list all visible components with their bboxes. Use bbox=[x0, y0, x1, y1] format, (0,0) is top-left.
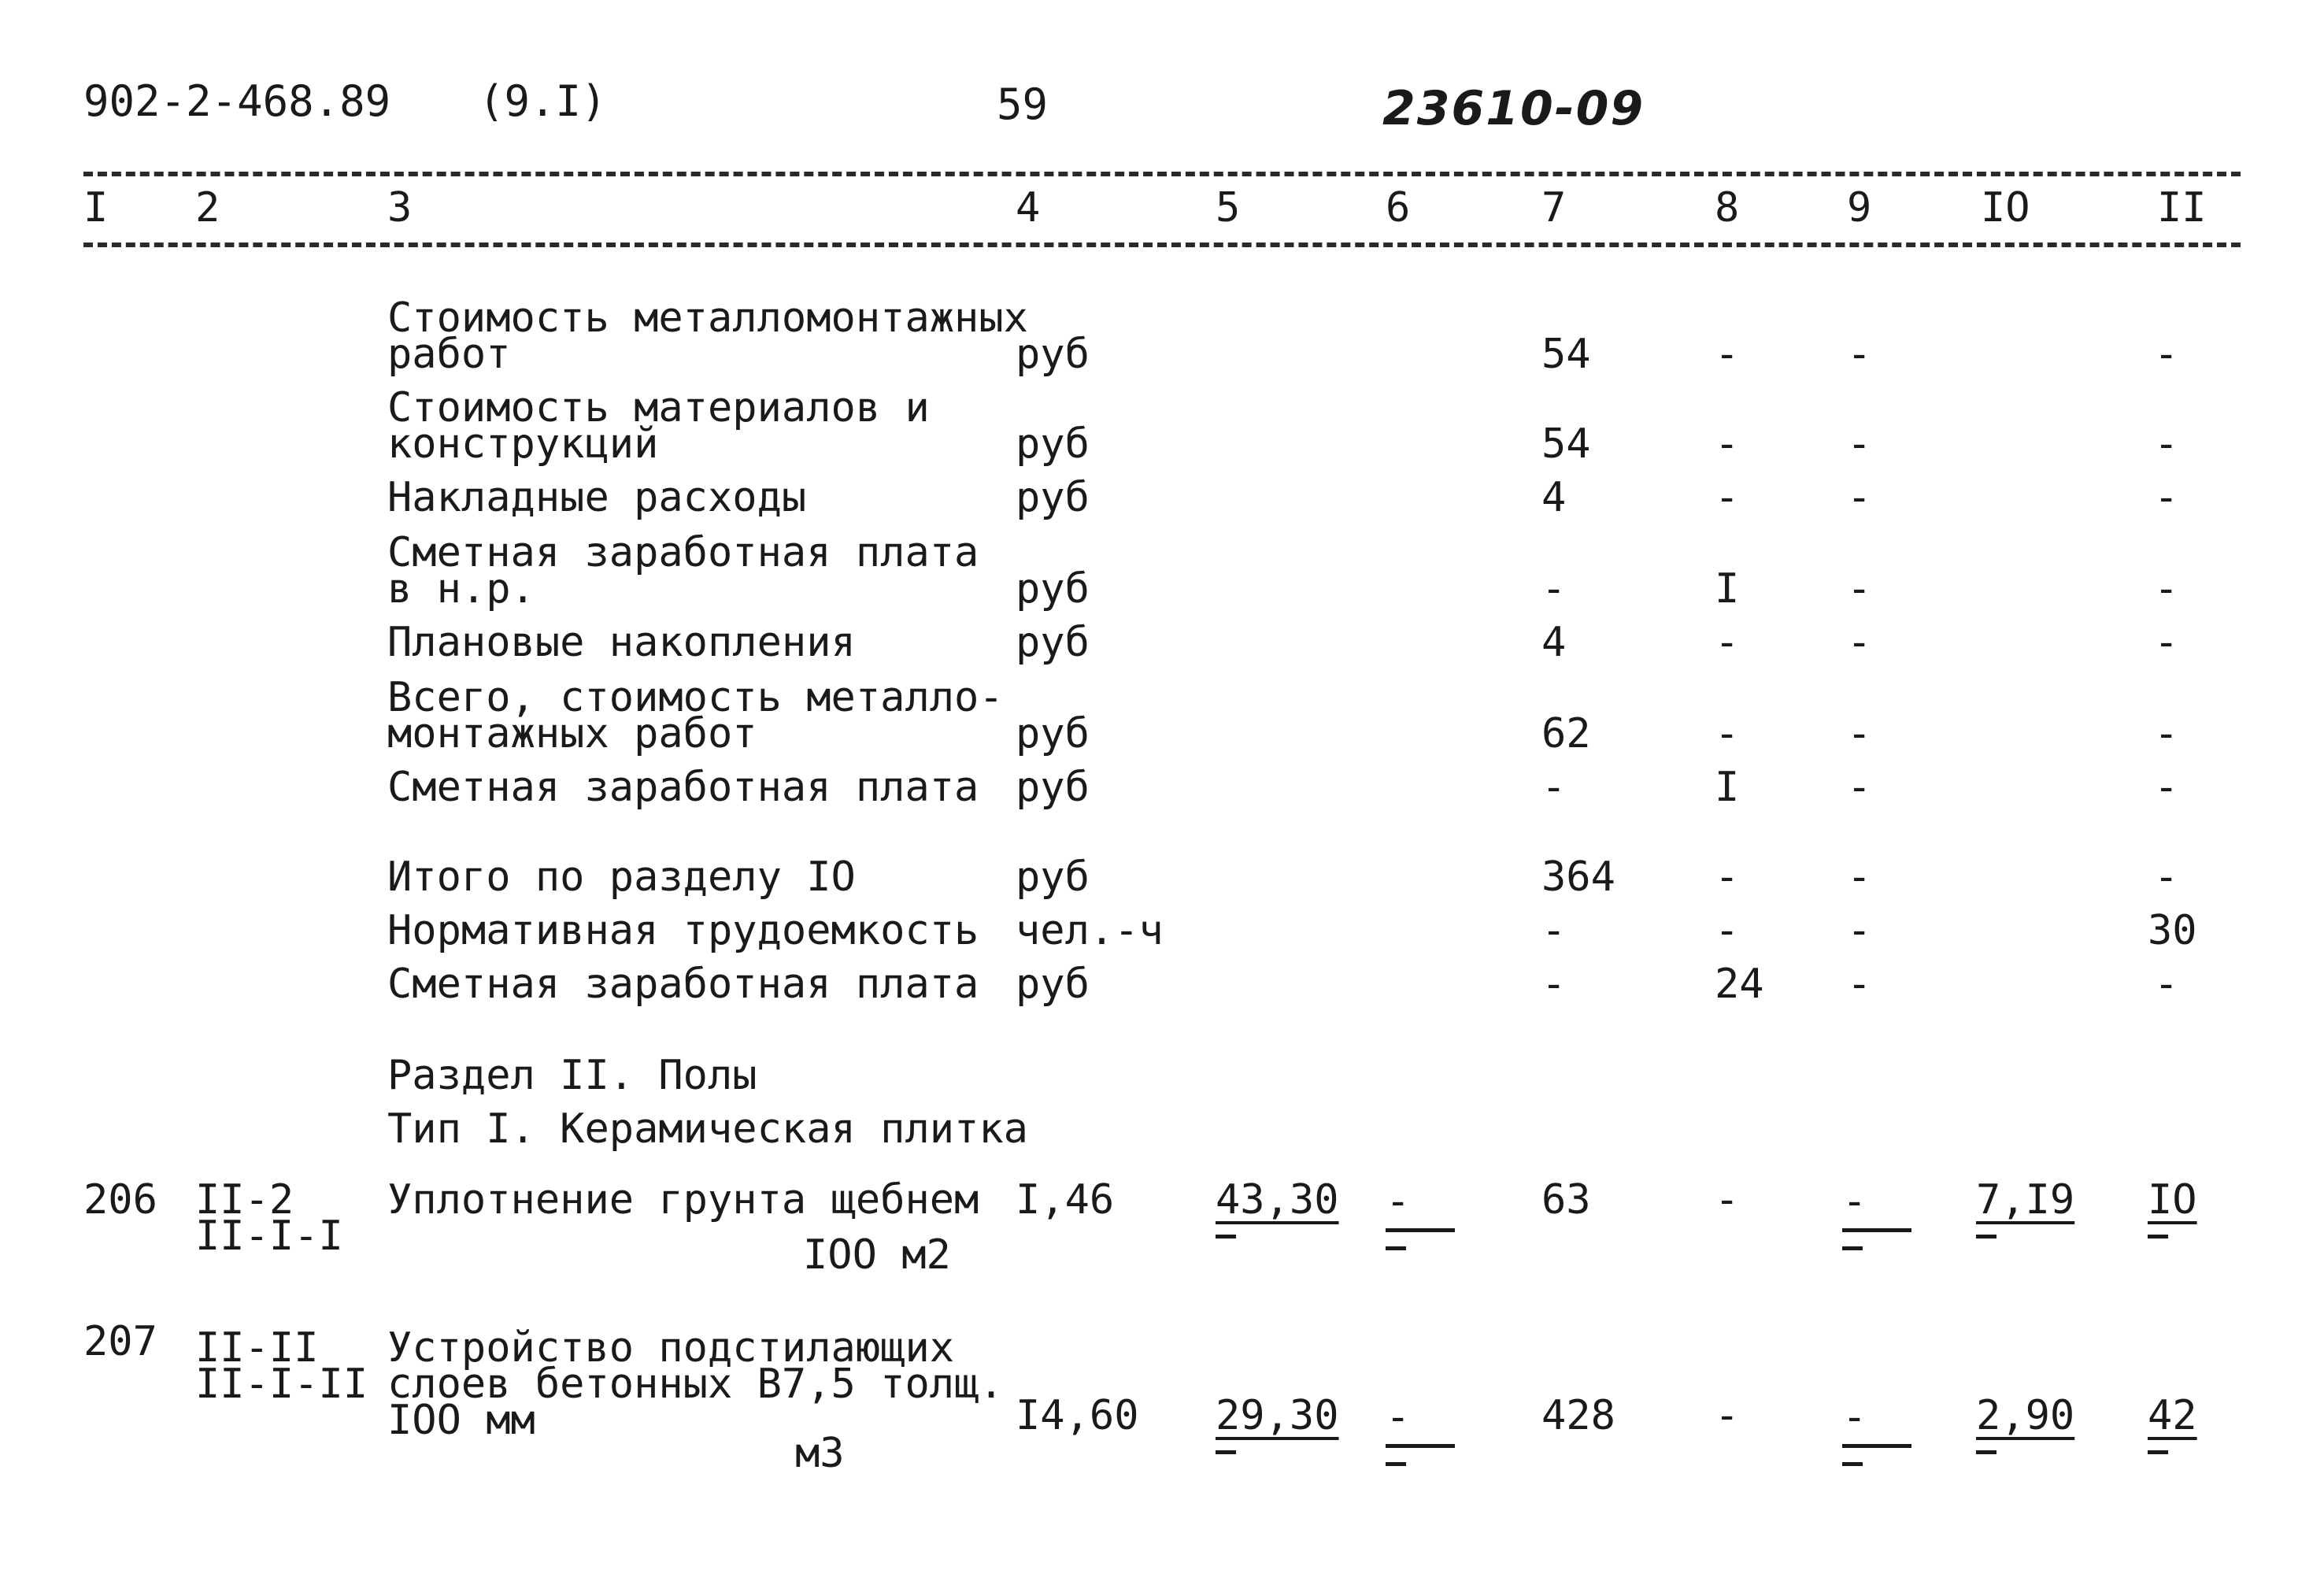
fraction-denominator-dash bbox=[1216, 1450, 1236, 1454]
fraction-bar bbox=[1842, 1228, 1911, 1232]
item-col7: 63 bbox=[1541, 1176, 1591, 1224]
item-description-cont: IOO мм bbox=[387, 1397, 535, 1444]
row-label: Сметная заработная плата bbox=[387, 961, 979, 1008]
row-col7: - bbox=[1541, 764, 1567, 811]
item-code: II-II bbox=[195, 1324, 319, 1372]
col-header-6: 6 bbox=[1386, 184, 1411, 231]
item-unit: м3 bbox=[795, 1430, 845, 1477]
row-unit: руб bbox=[1016, 764, 1090, 811]
item-col7: 428 bbox=[1541, 1392, 1615, 1439]
row-col11: 30 bbox=[2148, 907, 2197, 954]
item-col5-fraction bbox=[1216, 1176, 1339, 1239]
item-col9-fraction bbox=[1842, 1394, 1911, 1466]
row-unit: чел.-ч bbox=[1016, 907, 1164, 954]
item-quantity: I4,60 bbox=[1016, 1392, 1139, 1439]
row-label-cont: работ bbox=[387, 331, 511, 378]
row-col9: - bbox=[1847, 420, 1872, 468]
item-col10: 2,90 bbox=[1976, 1392, 2075, 1439]
row-col9: - bbox=[1847, 764, 1872, 811]
item-code-secondary: II-I-I bbox=[195, 1213, 343, 1260]
row-label: Стоимость металломонтажных bbox=[387, 294, 1028, 342]
row-col9: - bbox=[1847, 907, 1872, 954]
item-number: 207 bbox=[83, 1318, 157, 1365]
item-quantity: I,46 bbox=[1016, 1176, 1115, 1224]
doc-part: (9.I) bbox=[479, 76, 607, 126]
row-col11: - bbox=[2154, 619, 2179, 666]
row-col8: - bbox=[1715, 853, 1740, 901]
item-col6: - bbox=[1386, 1178, 1411, 1225]
item-col11: IO bbox=[2148, 1176, 2197, 1224]
row-unit: руб bbox=[1016, 961, 1090, 1008]
row-col11: - bbox=[2154, 961, 2179, 1008]
row-col11: - bbox=[2154, 565, 2179, 613]
item-col8: - bbox=[1715, 1176, 1740, 1224]
row-unit: руб bbox=[1016, 331, 1090, 378]
col-header-9: 9 bbox=[1847, 184, 1872, 231]
item-col9-fraction bbox=[1842, 1178, 1911, 1250]
row-col8: I bbox=[1715, 565, 1740, 613]
row-col8: - bbox=[1715, 474, 1740, 521]
item-col11-fraction bbox=[2148, 1176, 2197, 1239]
row-col7: - bbox=[1541, 961, 1567, 1008]
item-description: Устройство подстилающих bbox=[387, 1324, 955, 1372]
row-col7: 4 bbox=[1541, 619, 1567, 666]
item-col5: 29,30 bbox=[1216, 1392, 1339, 1439]
row-col11: - bbox=[2154, 764, 2179, 811]
item-col6: - bbox=[1386, 1394, 1411, 1441]
section-subtitle: Тип I. Керамическая плитка bbox=[387, 1105, 1028, 1153]
row-col8: - bbox=[1715, 331, 1740, 378]
row-label: Накладные расходы bbox=[387, 474, 807, 521]
item-number: 206 bbox=[83, 1176, 157, 1224]
row-col9: - bbox=[1847, 710, 1872, 757]
item-col6-fraction bbox=[1386, 1178, 1455, 1250]
col-header-7: 7 bbox=[1541, 184, 1567, 231]
item-col5-fraction bbox=[1216, 1392, 1339, 1454]
doc-code: 902-2-468.89 bbox=[83, 76, 391, 126]
item-col10-fraction bbox=[1976, 1392, 2075, 1454]
item-code-secondary: II-I-II bbox=[195, 1361, 368, 1408]
row-col9: - bbox=[1847, 565, 1872, 613]
row-col7: 54 bbox=[1541, 331, 1591, 378]
row-label-cont: в н.р. bbox=[387, 565, 535, 613]
col-header-2: 2 bbox=[195, 184, 220, 231]
item-col5: 43,30 bbox=[1216, 1176, 1339, 1224]
header-top-rule bbox=[83, 172, 2241, 176]
page-number: 59 bbox=[997, 80, 1049, 129]
row-col9: - bbox=[1847, 961, 1872, 1008]
row-label-cont: конструкций bbox=[387, 420, 659, 468]
row-label: Сметная заработная плата bbox=[387, 529, 979, 576]
item-col6-fraction bbox=[1386, 1394, 1455, 1466]
item-unit: IOO м2 bbox=[803, 1231, 951, 1279]
row-label: Стоимость материалов и bbox=[387, 384, 930, 431]
col-header-11: II bbox=[2157, 184, 2207, 231]
row-col9: - bbox=[1847, 474, 1872, 521]
item-col10-fraction bbox=[1976, 1176, 2075, 1239]
row-col8: - bbox=[1715, 420, 1740, 468]
row-col11: - bbox=[2154, 331, 2179, 378]
row-label: Нормативная трудоемкость bbox=[387, 907, 979, 954]
fraction-denominator-dash bbox=[1386, 1246, 1406, 1250]
row-unit: руб bbox=[1016, 619, 1090, 666]
fraction-bar bbox=[1386, 1444, 1455, 1448]
section-title: Раздел II. Полы bbox=[387, 1052, 757, 1099]
fraction-denominator-dash bbox=[1842, 1246, 1863, 1250]
fraction-denominator-dash bbox=[1842, 1462, 1863, 1466]
archive-stamp: 23610-09 bbox=[1382, 81, 1645, 136]
row-col9: - bbox=[1847, 853, 1872, 901]
item-description: Уплотнение грунта щебнем bbox=[387, 1176, 979, 1224]
row-label: Сметная заработная плата bbox=[387, 764, 979, 811]
fraction-denominator-dash bbox=[2148, 1450, 2168, 1454]
fraction-denominator-dash bbox=[1976, 1235, 1996, 1239]
item-description-cont: слоев бетонных В7,5 толщ. bbox=[387, 1361, 1004, 1408]
row-col7: - bbox=[1541, 907, 1567, 954]
row-col8: I bbox=[1715, 764, 1740, 811]
row-label: Плановые накопления bbox=[387, 619, 856, 666]
col-header-5: 5 bbox=[1216, 184, 1241, 231]
row-col7: 364 bbox=[1541, 853, 1615, 901]
fraction-denominator-dash bbox=[1216, 1235, 1236, 1239]
row-unit: руб bbox=[1016, 474, 1090, 521]
col-header-10: IO bbox=[1981, 184, 2030, 231]
header-bottom-rule bbox=[83, 243, 2241, 247]
row-unit: руб bbox=[1016, 853, 1090, 901]
row-col7: 54 bbox=[1541, 420, 1591, 468]
item-col8: - bbox=[1715, 1392, 1740, 1439]
item-col9: - bbox=[1842, 1394, 1867, 1441]
row-label: Всего, стоимость металло- bbox=[387, 674, 1004, 721]
item-col9: - bbox=[1842, 1178, 1867, 1225]
row-col8: 24 bbox=[1715, 961, 1764, 1008]
row-unit: руб bbox=[1016, 565, 1090, 613]
row-unit: руб bbox=[1016, 710, 1090, 757]
col-header-3: 3 bbox=[387, 184, 413, 231]
fraction-denominator-dash bbox=[2148, 1235, 2168, 1239]
col-header-4: 4 bbox=[1016, 184, 1041, 231]
fraction-bar bbox=[1842, 1444, 1911, 1448]
fraction-denominator-dash bbox=[1976, 1450, 1996, 1454]
row-col8: - bbox=[1715, 907, 1740, 954]
row-col7: 4 bbox=[1541, 474, 1567, 521]
row-col9: - bbox=[1847, 331, 1872, 378]
row-col11: - bbox=[2154, 853, 2179, 901]
row-col8: - bbox=[1715, 619, 1740, 666]
item-code: II-2 bbox=[195, 1176, 294, 1224]
item-col10: 7,I9 bbox=[1976, 1176, 2075, 1224]
row-label: Итого по разделу IO bbox=[387, 853, 856, 901]
row-col11: - bbox=[2154, 710, 2179, 757]
item-col11-fraction bbox=[2148, 1392, 2197, 1454]
col-header-8: 8 bbox=[1715, 184, 1740, 231]
row-col11: - bbox=[2154, 474, 2179, 521]
row-col7: - bbox=[1541, 565, 1567, 613]
row-label-cont: монтажных работ bbox=[387, 710, 757, 757]
row-col9: - bbox=[1847, 619, 1872, 666]
row-col8: - bbox=[1715, 710, 1740, 757]
row-col11: - bbox=[2154, 420, 2179, 468]
row-col7: 62 bbox=[1541, 710, 1591, 757]
col-header-1: I bbox=[83, 184, 109, 231]
fraction-bar bbox=[1386, 1228, 1455, 1232]
fraction-denominator-dash bbox=[1386, 1462, 1406, 1466]
item-col11: 42 bbox=[2148, 1392, 2197, 1439]
row-unit: руб bbox=[1016, 420, 1090, 468]
